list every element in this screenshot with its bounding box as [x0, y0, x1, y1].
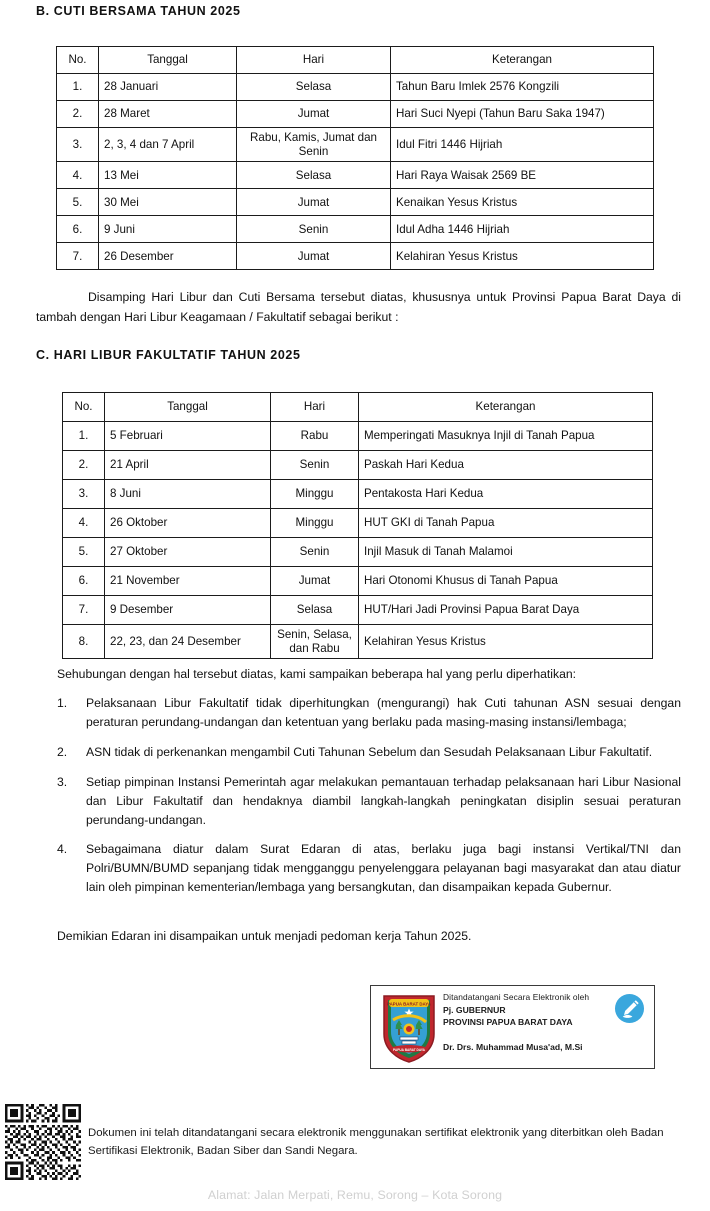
table-row [57, 189, 654, 216]
section-c-heading: C. HARI LIBUR FAKULTATIF TAHUN 2025 [36, 348, 301, 362]
cell-keterangan: Kenaikan Yesus Kristus [391, 189, 654, 216]
cell-tanggal: 9 Juni [99, 216, 237, 243]
cell-hari: Jumat [271, 567, 359, 596]
table-header-row [57, 47, 654, 74]
signature-person-name: Dr. Drs. Muhammad Musa'ad, M.Si [443, 1042, 583, 1052]
cell-hari: Senin [271, 538, 359, 567]
cell-keterangan: Hari Raya Waisak 2569 BE [391, 162, 654, 189]
svg-text:PAPUA BARAT DAYA: PAPUA BARAT DAYA [393, 1048, 425, 1052]
cell-tanggal: 8 Juni [105, 480, 271, 509]
cell-hari: Rabu, Kamis, Jumat dan Senin [237, 128, 391, 162]
qr-code-icon [5, 1103, 81, 1181]
column-header-hari: Hari [237, 47, 391, 74]
table-row [63, 509, 653, 538]
section-b-heading: B. CUTI BERSAMA TAHUN 2025 [36, 4, 241, 18]
list-item-text: Sebagaimana diatur dalam Surat Edaran di atas, berlaku juga bagi instansi Vertikal/TNI dan Polri/BUMN/BUMD sepanjang tidak mengganggu penyelenggara pelayanan bagi masyarakat dan atau diatur lain oleh pimpinan kementerian/lembaga yang bersangkutan, dan disampaikan kepada Gubernur. [86, 842, 681, 895]
cell-keterangan: Pentakosta Hari Kedua [359, 480, 653, 509]
cell-no: 3. [57, 128, 99, 162]
table-row [63, 625, 653, 659]
column-header-tanggal: Tanggal [99, 47, 237, 74]
table-row [57, 128, 654, 162]
list-item [57, 743, 681, 762]
table-row [57, 101, 654, 128]
table-row [63, 480, 653, 509]
cell-hari: Senin, Selasa, dan Rabu [271, 625, 359, 659]
cell-keterangan: Paskah Hari Kedua [359, 451, 653, 480]
cell-tanggal: 27 Oktober [105, 538, 271, 567]
cell-no: 2. [63, 451, 105, 480]
cell-hari: Jumat [237, 243, 391, 270]
cell-keterangan: Memperingati Masuknya Injil di Tanah Papua [359, 422, 653, 451]
address-footer: Alamat: Jalan Merpati, Remu, Sorong – Kota Sorong [207, 1188, 503, 1202]
table-header-row [63, 393, 653, 422]
cell-hari: Rabu [271, 422, 359, 451]
cell-tanggal: 28 Maret [99, 101, 237, 128]
column-header-tanggal: Tanggal [105, 393, 271, 422]
cell-tanggal: 22, 23, dan 24 Desember [105, 625, 271, 659]
table-row [57, 243, 654, 270]
cell-no: 7. [57, 243, 99, 270]
cell-hari: Jumat [237, 101, 391, 128]
column-header-hari: Hari [271, 393, 359, 422]
table-row [63, 451, 653, 480]
cell-keterangan: HUT GKI di Tanah Papua [359, 509, 653, 538]
cell-hari: Selasa [237, 74, 391, 101]
list-item [57, 840, 681, 897]
table-row [63, 596, 653, 625]
cell-keterangan: Hari Otonomi Khusus di Tanah Papua [359, 567, 653, 596]
numbered-notes-list [57, 694, 681, 908]
column-header-no: No. [57, 47, 99, 74]
list-item-number: 4. [57, 842, 68, 857]
cell-hari: Selasa [271, 596, 359, 625]
cell-hari: Jumat [237, 189, 391, 216]
cell-no: 2. [57, 101, 99, 128]
cell-keterangan: Hari Suci Nyepi (Tahun Baru Saka 1947) [391, 101, 654, 128]
cell-no: 1. [57, 74, 99, 101]
cell-tanggal: 2, 3, 4 dan 7 April [99, 128, 237, 162]
signature-signed-by-label: Ditandatangani Secara Elektronik oleh [443, 992, 590, 1002]
cell-tanggal: 30 Mei [99, 189, 237, 216]
cell-tanggal: 5 Februari [105, 422, 271, 451]
cell-no: 6. [57, 216, 99, 243]
table-row [57, 74, 654, 101]
cell-tanggal: 9 Desember [105, 596, 271, 625]
lead-paragraph: Sehubungan dengan hal tersebut diatas, kami sampaikan beberapa hal yang perlu diperhatikan: [57, 667, 577, 681]
cell-keterangan: Tahun Baru Imlek 2576 Kongzili [391, 74, 654, 101]
cell-keterangan: Injil Masuk di Tanah Malamoi [359, 538, 653, 567]
cell-no: 5. [57, 189, 99, 216]
signature-title: Pj. GUBERNUR [443, 1005, 506, 1015]
cell-no: 3. [63, 480, 105, 509]
cell-no: 1. [63, 422, 105, 451]
table-row [57, 162, 654, 189]
cell-no: 6. [63, 567, 105, 596]
cell-tanggal: 26 Oktober [105, 509, 271, 538]
cell-no: 5. [63, 538, 105, 567]
cell-tanggal: 13 Mei [99, 162, 237, 189]
signature-pen-icon [614, 993, 645, 1024]
cell-tanggal: 21 November [105, 567, 271, 596]
cell-keterangan: Idul Adha 1446 Hijriah [391, 216, 654, 243]
cuti-bersama-table [56, 46, 654, 270]
list-item [57, 694, 681, 732]
cell-keterangan: Idul Fitri 1446 Hijriah [391, 128, 654, 162]
list-item-text: ASN tidak di perkenankan mengambil Cuti Tahunan Sebelum dan Sesudah Pelaksanaan Libur Fakultatif. [86, 744, 653, 759]
papua-barat-daya-emblem-icon [380, 992, 438, 1064]
table-row [63, 538, 653, 567]
cell-no: 8. [63, 625, 105, 659]
electronic-signature-box [370, 985, 655, 1069]
column-header-no: No. [63, 393, 105, 422]
list-item-text: Setiap pimpinan Instansi Pemerintah agar melakukan pemantauan terhadap pelaksanaan hari Libur Nasional dan Libur Fakultatif dan hendaknya diambil langkah-langkah peningkatan disiplin sesuai peraturan perundang-undangan. [86, 774, 681, 827]
cell-tanggal: 28 Januari [99, 74, 237, 101]
list-item-number: 1. [57, 696, 68, 710]
svg-text:PAPUA BARAT DAYA: PAPUA BARAT DAYA [387, 1001, 431, 1007]
closing-paragraph: Demikian Edaran ini disampaikan untuk menjadi pedoman kerja Tahun 2025. [57, 929, 472, 943]
list-item-number: 2. [57, 744, 68, 759]
electronic-certificate-note: Dokumen ini telah ditandatangani secara elektronik menggunakan sertifikat elektronik yang diterbitkan oleh Badan Sertifikasi Elektronik, Badan Siber dan Sandi Negara. [88, 1127, 664, 1158]
table-row [63, 422, 653, 451]
cell-tanggal: 21 April [105, 451, 271, 480]
signature-province: PROVINSI PAPUA BARAT DAYA [443, 1017, 573, 1027]
table-row [63, 567, 653, 596]
cell-no: 4. [57, 162, 99, 189]
cell-keterangan: Kelahiran Yesus Kristus [359, 625, 653, 659]
column-header-keterangan: Keterangan [359, 393, 653, 422]
hari-libur-fakultatif-table [62, 392, 653, 659]
intro-paragraph: Disamping Hari Libur dan Cuti Bersama tersebut diatas, khususnya untuk Provinsi Papua Barat Daya di tambah dengan Hari Libur Keagamaan / Fakultatif sebagai berikut : [36, 290, 681, 324]
table-row [57, 216, 654, 243]
cell-hari: Senin [237, 216, 391, 243]
list-item-text: Pelaksanaan Libur Fakultatif tidak diperhitungkan (mengurangi) hak Cuti tahunan ASN sesuai dengan peraturan perundang-undangan dan ketentuan yang berlaku pada masing-masing instansi/lembaga; [86, 696, 681, 729]
cell-hari: Minggu [271, 480, 359, 509]
cell-hari: Selasa [237, 162, 391, 189]
cell-keterangan: HUT/Hari Jadi Provinsi Papua Barat Daya [359, 596, 653, 625]
list-item-number: 3. [57, 774, 68, 789]
list-item [57, 773, 681, 830]
cell-keterangan: Kelahiran Yesus Kristus [391, 243, 654, 270]
cell-hari: Senin [271, 451, 359, 480]
cell-no: 7. [63, 596, 105, 625]
cell-no: 4. [63, 509, 105, 538]
column-header-keterangan: Keterangan [391, 47, 654, 74]
cell-hari: Minggu [271, 509, 359, 538]
cell-tanggal: 26 Desember [99, 243, 237, 270]
